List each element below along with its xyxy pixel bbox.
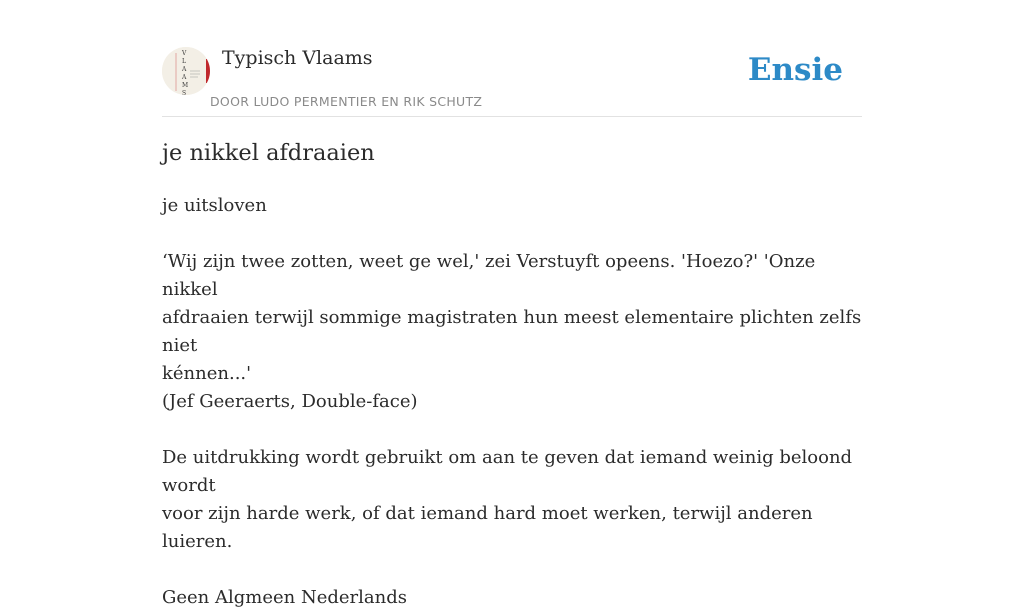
header [162, 44, 862, 117]
spacer [162, 556, 867, 584]
quote-line: kénnen...' [162, 363, 252, 384]
quote-line: ‘Wij zijn twee zotten, weet ge wel,' zei Verstuyft opeens. 'Hoezo?' 'Onze nikkel [162, 251, 816, 300]
book-cover-logo[interactable] [162, 47, 210, 95]
explanation-line: voor zijn harde werk, of dat iemand hard moet werken, terwijl anderen luieren. [162, 503, 813, 552]
logo-letter-4: A [182, 74, 187, 81]
spacer [162, 416, 867, 444]
entry-note: Geen Algmeen Nederlands [162, 587, 407, 608]
cover-red-stripe [206, 59, 210, 83]
logo-letter-2: L [182, 58, 186, 65]
spacer [162, 220, 867, 248]
book-authors: DOOR LUDO PERMENTIER EN RIK SCHUTZ [210, 94, 483, 109]
quote-source: (Jef Geeraerts, Double-face) [162, 391, 418, 412]
ensie-logo-link[interactable]: Ensie [747, 52, 843, 88]
logo-letter-6: S [182, 90, 187, 95]
explanation-line: De uitdrukking wordt gebruikt om aan te geven dat iemand weinig beloond wordt [162, 447, 853, 496]
logo-letter-5: M [182, 82, 189, 89]
entry-definition: je uitsloven [162, 195, 267, 216]
entry-title: je nikkel afdraaien [162, 140, 375, 166]
book-cover-icon [162, 47, 210, 95]
quote-line: afdraaien terwijl sommige magistraten hun meest elementaire plichten zelfs niet [162, 307, 862, 356]
entry-body [162, 192, 867, 612]
logo-letter-1: V [182, 50, 187, 57]
logo-letter-3: A [182, 66, 187, 73]
book-title-link[interactable]: Typisch Vlaams [222, 47, 373, 69]
